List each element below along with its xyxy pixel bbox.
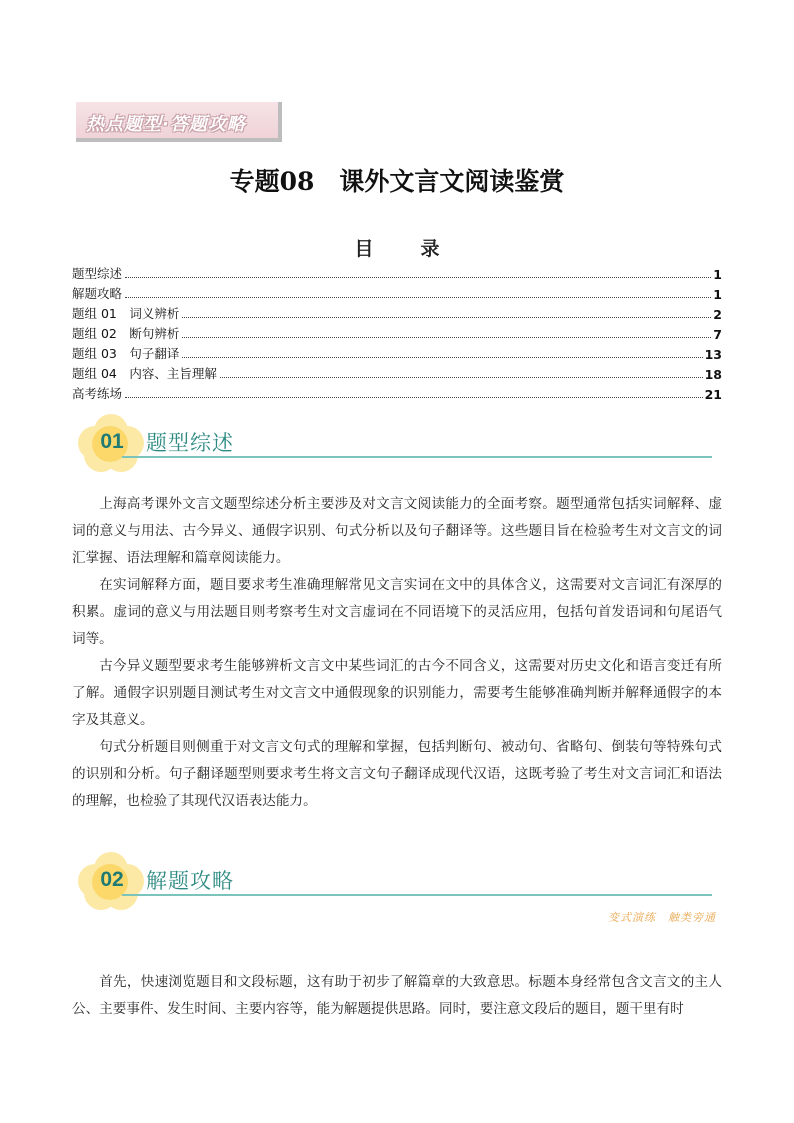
- toc-leader: [125, 397, 703, 398]
- toc-leader: [182, 357, 702, 358]
- section-title: 解题攻略: [146, 869, 234, 893]
- toc-item[interactable]: [72, 342, 722, 362]
- toc-item-label: 解题攻略: [72, 286, 123, 301]
- toc-item-label: 题型综述: [72, 266, 123, 281]
- overview-body: [72, 491, 722, 815]
- toc-item-page: 1: [713, 287, 722, 302]
- toc-item-page: 13: [704, 347, 722, 362]
- toc-leader: [125, 297, 711, 298]
- section-header-strategy: [78, 852, 718, 910]
- toc-heading: 目 录: [354, 238, 454, 260]
- paragraph: 在实词解释方面，题目要求考生准确理解常见文言实词在文中的具体含义，这需要对文言词汇有深厚的积累。虚词的意义与用法题目则考察考生对文言虚词在不同语境下的灵活应用，包括句首发语词和句尾语气词等。: [72, 577, 722, 647]
- section-number: 01: [100, 430, 124, 453]
- section-divider: [122, 894, 712, 896]
- paragraph: 首先，快速浏览题目和文段标题，这有助于初步了解篇章的大致意思。标题本身经常包含文言文的主人公、主要事件、发生时间、主要内容等，能为解题提供思路。同时，要注意文段后的题目，题干里有时: [72, 974, 722, 1017]
- header-banner: [76, 102, 282, 142]
- toc-item[interactable]: [72, 362, 722, 382]
- section-divider: [122, 456, 712, 458]
- toc-item-page: 2: [713, 307, 722, 322]
- toc-item-label: 题组 04 内容、主旨理解: [72, 366, 217, 381]
- toc-item-label: 高考练场: [72, 386, 123, 401]
- toc-item-page: 7: [713, 327, 722, 342]
- toc-item-label: 题组 01 词义辨析: [72, 306, 180, 321]
- toc-item-page: 1: [713, 267, 722, 282]
- toc-item[interactable]: [72, 322, 722, 342]
- toc-leader: [182, 317, 711, 318]
- toc-item[interactable]: [72, 282, 722, 302]
- toc-item[interactable]: [72, 262, 722, 282]
- page-title: 专题08 课外文言文阅读鉴赏: [229, 167, 565, 196]
- toc-leader: [182, 337, 711, 338]
- toc-item-page: 21: [704, 387, 722, 402]
- toc-leader: [125, 277, 711, 278]
- toc-item-label: 题组 03 句子翻译: [72, 346, 180, 361]
- toc-item[interactable]: [72, 302, 722, 322]
- section-title: 题型综述: [146, 431, 234, 455]
- toc-item[interactable]: [72, 382, 722, 402]
- toc-leader: [220, 377, 703, 378]
- section-tagline: 变式演练 触类旁通: [608, 911, 716, 924]
- section-header-overview: [78, 414, 718, 472]
- banner-text: 热点题型·答题攻略: [86, 114, 246, 135]
- paragraph: 上海高考课外文言文题型综述分析主要涉及对文言文阅读能力的全面考察。题型通常包括实词解释、虚词的意义与用法、古今异义、通假字识别、句式分析以及句子翻译等。这些题目旨在检验考生对文言文的词汇掌握、语法理解和篇章阅读能力。: [72, 496, 722, 566]
- toc-item-page: 18: [704, 367, 722, 382]
- strategy-body: [72, 969, 722, 1023]
- toc-item-label: 题组 02 断句辨析: [72, 326, 180, 341]
- section-number: 02: [100, 868, 124, 891]
- paragraph: 古今异义题型要求考生能够辨析文言文中某些词汇的古今不同含义，这需要对历史文化和语言变迁有所了解。通假字识别题目测试考生对文言文中通假现象的识别能力，需要考生能够准确判断并解释通假字的本字及其意义。: [72, 658, 722, 728]
- paragraph: 句式分析题目则侧重于对文言文句式的理解和掌握，包括判断句、被动句、省略句、倒装句等特殊句式的识别和分析。句子翻译题型则要求考生将文言文句子翻译成现代汉语，这既考验了考生对文言词汇和语法的理解，也检验了其现代汉语表达能力。: [72, 739, 722, 809]
- table-of-contents: [72, 262, 722, 402]
